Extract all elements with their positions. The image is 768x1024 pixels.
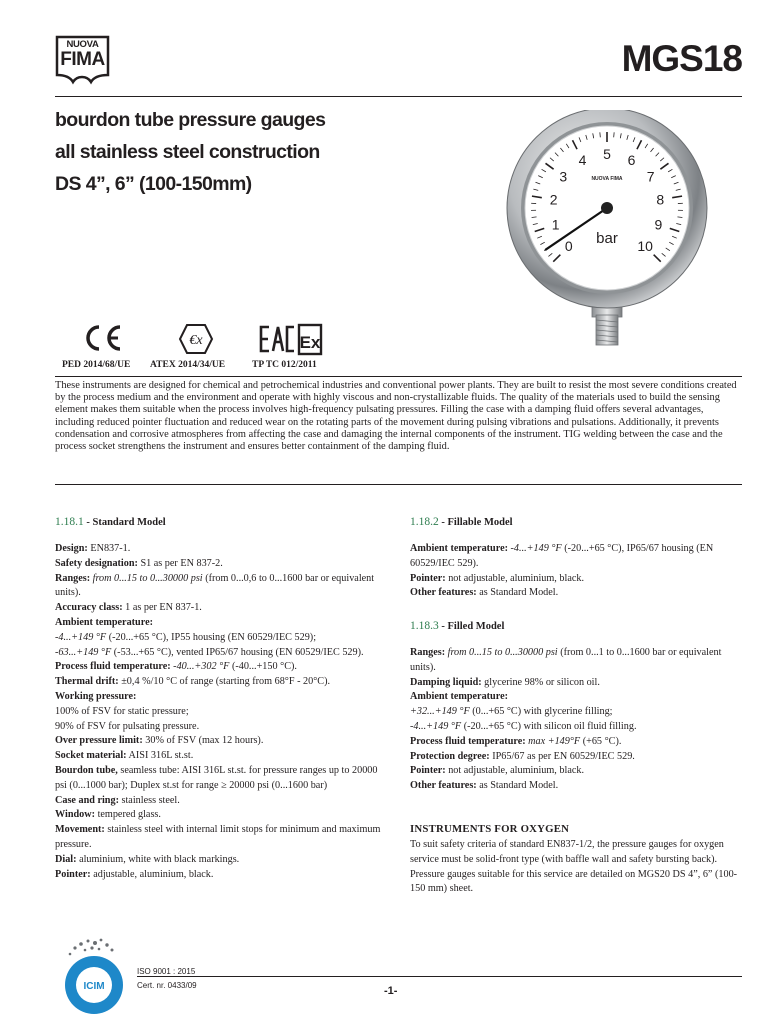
filled-spec-item [410,750,740,765]
standard-spec-item [55,557,390,572]
gauge-scale-label: 7 [646,168,655,185]
intro-bottom-divider [55,484,742,485]
standard-spec-key: Over pressure limit: [55,735,143,747]
standard-spec-item [55,868,390,883]
filled-spec-key: Ambient temperature: [410,691,508,703]
fillable-spec-key: Other features: [410,587,477,599]
pressure-gauge-icon [495,110,720,355]
standard-spec-value: (from 0...0,6 to 0...1600 bar or equivalent units). [55,572,375,599]
filled-spec-key: Protection degree: [410,750,490,762]
standard-spec-item [55,675,390,690]
standard-model-heading [55,512,166,530]
standard-spec-value: (-20...+65 °C), IP55 housing (EN 60529/IEC 529); [106,631,317,643]
standard-spec-value: 100% of FSV for static pressure; [55,705,189,717]
icim-text: ICIM [83,981,105,992]
atex-mark [178,323,214,355]
standard-spec-key: Socket material: [55,750,127,762]
standard-model-number: 1.18.1 [55,516,84,528]
standard-spec-item [55,794,390,809]
filled-spec-italic: +32...+149 °F [410,706,470,718]
standard-spec-item [55,720,390,735]
filled-spec-value: IP65/67 as per EN 60529/IEC 529. [489,750,635,762]
filled-spec-value: (from 0...1 to 0...1600 bar or equivalent units). [410,647,722,673]
standard-spec-item [55,631,390,646]
fillable-spec-item [410,586,740,601]
fillable-spec-value: (-20...+65 °C), IP65/67 housing (EN 60529/IEC 529). [410,543,714,569]
filled-spec-item [410,764,740,779]
fillable-spec-item [410,542,740,572]
standard-spec-key: Bourdon tube, [55,764,118,776]
filled-spec-value: glycerine 98% or silicon oil. [481,676,600,688]
standard-spec-item [55,823,390,853]
standard-spec-item [55,660,390,675]
standard-spec-item [55,690,390,705]
standard-spec-key: Ranges: [55,572,91,584]
fillable-model-title: - Fillable Model [438,517,513,528]
brand-logo [55,35,110,85]
standard-spec-key: Pointer: [55,868,91,880]
title-line-3: DS 4”, 6” (100-150mm) [55,173,252,195]
gauge-scale-label: 4 [578,151,587,168]
filled-spec-item [410,779,740,794]
standard-spec-value: S1 as per EN 837-2. [137,557,223,569]
gauge-scale-label: 0 [564,238,573,255]
filled-spec-value: (0...+65 °C) with glycerine filling; [469,706,613,718]
filled-spec-item [410,720,740,735]
title-line-2: all stainless steel construction [55,141,320,163]
standard-spec-key: Design: [55,543,88,554]
standard-spec-italic: -4...+149 °F [55,631,107,643]
filled-spec-italic: max +149°F [525,735,581,747]
fillable-spec-value: as Standard Model. [476,587,559,599]
standard-spec-item [55,572,390,602]
filled-model-title: - Filled Model [438,621,505,632]
fillable-model-heading [410,512,513,530]
eac-label: TP TC 012/2011 [252,360,317,370]
standard-spec-item [55,646,390,661]
gauge-image [495,110,720,355]
header-divider [55,96,742,97]
oxygen-paragraph-1: To suit safety criteria of standard EN837-1/2, the pressure gauges for oxygen service must be solid-front type (with baffle wall and safety bursting back). [410,839,724,865]
filled-model-specs [410,646,740,794]
gauge-scale-label: 6 [627,151,636,168]
standard-spec-item [55,853,390,868]
standard-spec-italic: from 0...15 to 0...30000 psi [90,572,203,584]
standard-spec-item [55,616,390,631]
fillable-model-specs [410,542,740,601]
standard-spec-item [55,601,390,616]
footer-divider [137,976,742,977]
standard-spec-item [55,542,390,557]
filled-spec-key: Damping liquid: [410,676,482,688]
filled-spec-key: Ranges: [410,647,446,658]
filled-model-heading [410,616,504,634]
svg-text:€x: €x [189,333,203,348]
standard-spec-value: (-53...+65 °C), vented IP65/67 housing (EN 60529/IEC 529). [111,646,364,658]
filled-spec-key: Other features: [410,780,477,792]
filled-spec-item [410,705,740,720]
gauge-scale-label: 10 [637,238,653,255]
page-number: -1- [384,985,398,997]
filled-spec-item [410,735,740,750]
gauge-unit: bar [596,230,618,247]
standard-spec-value: ±0,4 %/10 °C of range (starting from 68°F - 20°C). [118,676,331,688]
gauge-scale-label: 1 [551,216,560,233]
filled-spec-italic: -4...+149 °F [410,720,462,732]
model-code: MGS18 [621,38,742,79]
gauge-brand: NUOVA FIMA [591,176,623,182]
intro-paragraph: These instruments are designed for chemical and petrochemical industries and conventional power plants. They are built to resist the most severe conditions created by the process medium and the environment and operate with highly viscous and non-crystallizable fluids. The quality of the materials used to build the sensing element makes them suitable when the process involves high-frequency pulsating pressures. Filling the case with a damping fluid offers several advantages, including reduced pointer fluctuation and reduced wear on the rotating parts of the movement during pulsing vibrations and pulsations. Additionally, it prevents condensation and corrosive atmospheres from affecting the case and damaging the internal components of the instrument. TIG welding between the case and the process socket strengthens the instrument and ensures better containment of the damping fluid. [55,380,737,453]
filled-spec-italic: from 0...15 to 0...30000 psi [445,647,558,658]
standard-spec-key: Safety designation: [55,557,138,569]
standard-spec-value: seamless tube: AISI 316L st.st. for pressure ranges up to 20000 psi (0...1000 bar); Duplex st.st for range ≥ 20000 psi (0...1600 bar) [55,764,378,791]
standard-spec-key: Accuracy class: [55,602,123,614]
brand-top: NUOVA [66,39,99,50]
standard-spec-key: Thermal drift: [55,676,119,688]
ce-mark [80,323,124,353]
standard-spec-value: 1 as per EN 837-1. [122,602,202,614]
standard-spec-value: stainless steel with internal limit stops for minimum and maximum pressure. [55,824,381,850]
standard-spec-value: aluminium, white with black markings. [76,853,240,865]
gauge-scale-label: 9 [654,216,663,233]
standard-spec-item [55,764,390,794]
oxygen-text [410,838,740,897]
standard-spec-value: 30% of FSV (max 12 hours). [142,735,264,747]
fillable-spec-key: Ambient temperature: [410,543,508,554]
fillable-spec-key: Pointer: [410,572,446,584]
standard-spec-value: AISI 316L st.st. [126,750,194,762]
icim-seal-icon [55,936,133,1016]
gauge-scale-label: 3 [559,168,568,185]
standard-spec-value: adjustable, aluminium, black. [90,868,214,880]
filled-spec-value: (-20...+65 °C) with silicon oil fluid filling. [461,720,637,732]
eac-ex-mark [258,323,323,356]
gauge-scale-label: 5 [603,146,611,162]
oxygen-paragraph-2: Pressure gauges suitable for this service are detailed on MGS20 DS 4”, 6” (100-150 mm) sheet. [410,868,738,895]
gauge-scale-label: 8 [656,191,665,208]
atex-label: ATEX 2014/34/UE [150,360,226,370]
gauge-scale-label: 2 [549,191,558,208]
filled-spec-value: as Standard Model. [476,780,559,792]
standard-spec-value: (-40...+150 °C). [229,661,297,673]
standard-spec-item [55,808,390,823]
standard-spec-value: stainless steel. [118,794,180,806]
standard-spec-item [55,705,390,720]
brand-bottom: FIMA [60,49,105,70]
standard-spec-italic: -40...+302 °F [170,661,230,673]
ce-label: PED 2014/68/UE [62,360,131,370]
standard-spec-value: 90% of FSV for pulsating pressure. [55,720,200,732]
standard-model-title: - Standard Model [83,517,166,528]
ce-icon [80,323,124,353]
fillable-model-number: 1.18.2 [410,516,439,528]
filled-spec-value: not adjustable, aluminium, black. [445,765,585,777]
svg-text:Ex: Ex [299,333,321,352]
standard-model-specs [55,542,390,882]
filled-model-number: 1.18.3 [410,620,439,632]
standard-spec-key: Case and ring: [55,794,119,806]
intro-top-divider [55,376,742,377]
eac-ex-icon [258,323,323,356]
oxygen-heading: INSTRUMENTS FOR OXYGEN [410,823,570,835]
fillable-spec-item [410,572,740,587]
certificate-number: Cert. nr. 0433/09 [137,981,197,990]
iso-standard: ISO 9001 : 2015 [137,967,196,976]
title-block [55,104,385,200]
standard-spec-key: Dial: [55,853,77,865]
title-line-1: bourdon tube pressure gauges [55,109,326,131]
standard-spec-key: Window: [55,809,96,821]
fillable-spec-italic: -4...+149 °F [507,543,562,554]
icim-certification-badge [55,936,133,1016]
standard-spec-item [55,749,390,764]
standard-spec-key: Ambient temperature: [55,616,153,628]
ex-hexagon-icon [178,323,214,355]
filled-spec-item [410,646,740,676]
filled-spec-value: (+65 °C). [580,735,622,747]
fillable-spec-value: not adjustable, aluminium, black. [445,572,585,584]
standard-spec-value: EN837-1. [87,543,131,554]
standard-spec-italic: -63...+149 °F [55,646,112,658]
standard-spec-key: Process fluid temperature: [55,661,171,673]
gauge-hub [601,202,613,214]
filled-spec-key: Pointer: [410,765,446,777]
standard-spec-item [55,734,390,749]
filled-spec-item [410,676,740,691]
standard-spec-key: Working pressure: [55,690,137,702]
standard-spec-value: tempered glass. [95,809,161,821]
standard-spec-key: Movement: [55,824,105,836]
filled-spec-key: Process fluid temperature: [410,735,526,747]
filled-spec-item [410,690,740,705]
